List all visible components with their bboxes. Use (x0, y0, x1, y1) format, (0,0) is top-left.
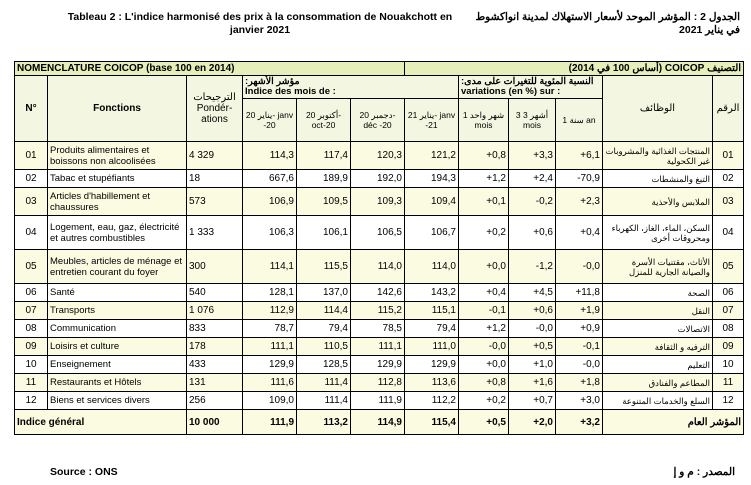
row-v1: +0,1 (459, 188, 509, 216)
row-weight: 573 (187, 188, 243, 216)
row-no: 06 (15, 284, 48, 302)
row-no-ar: 08 (713, 320, 744, 338)
col-m1: يناير 20- janv -20 (243, 99, 297, 142)
row-v2: -0,2 (509, 188, 556, 216)
row-m4: 143,2 (405, 284, 459, 302)
row-no-ar: 04 (713, 216, 744, 250)
row-no: 01 (15, 142, 48, 170)
row-v2: -1,2 (509, 250, 556, 284)
row-weight: 300 (187, 250, 243, 284)
row-m2: 110,5 (297, 338, 351, 356)
row-v3: +3,0 (556, 392, 603, 410)
row-fonction-fr: Tabac et stupéfiants (48, 170, 187, 188)
row-v2: +3,3 (509, 142, 556, 170)
row-m2: 137,0 (297, 284, 351, 302)
col-no-ar: الرقم (713, 76, 744, 142)
row-v1: +0,8 (459, 142, 509, 170)
total-weight: 10 000 (187, 410, 243, 435)
col-v3: سنة 1 an (556, 99, 603, 142)
table-row (15, 142, 744, 170)
row-fonction-ar: المنتجات الغذائية والمشروبات غير الكحولية (603, 142, 713, 170)
row-v2: +4,5 (509, 284, 556, 302)
row-fonction-ar: الملابس والأحذية (603, 188, 713, 216)
row-v3: -0,1 (556, 338, 603, 356)
row-fonction-fr: Santé (48, 284, 187, 302)
row-m2: 111,4 (297, 374, 351, 392)
row-v2: -0,0 (509, 320, 556, 338)
row-weight: 4 329 (187, 142, 243, 170)
row-weight: 178 (187, 338, 243, 356)
table-row (15, 302, 744, 320)
row-no: 09 (15, 338, 48, 356)
nomenclature-fr: NOMENCLATURE COICOP (base 100 en 2014) (15, 62, 405, 76)
row-weight: 18 (187, 170, 243, 188)
row-weight: 1 076 (187, 302, 243, 320)
row-no-ar: 09 (713, 338, 744, 356)
row-m4: 121,2 (405, 142, 459, 170)
row-fonction-ar: الترفيه و الثقافة (603, 338, 713, 356)
row-m3: 114,0 (351, 250, 405, 284)
row-v3: +11,8 (556, 284, 603, 302)
row-fonction-ar: التبغ والمنشطات (603, 170, 713, 188)
row-v3: +0,9 (556, 320, 603, 338)
row-v2: +1,0 (509, 356, 556, 374)
row-m1: 128,1 (243, 284, 297, 302)
row-m4: 79,4 (405, 320, 459, 338)
row-v1: +1,2 (459, 170, 509, 188)
row-v2: +0,6 (509, 302, 556, 320)
row-m2: 115,5 (297, 250, 351, 284)
total-row (15, 410, 744, 435)
row-fonction-ar: الاتصالات (603, 320, 713, 338)
total-m3: 114,9 (351, 410, 405, 435)
row-fonction-fr: Logement, eau, gaz, électricité et autres combustibles (48, 216, 187, 250)
row-v1: +0,0 (459, 250, 509, 284)
row-fonction-fr: Produits alimentaires et boissons non alcoolisées (48, 142, 187, 170)
row-no-ar: 06 (713, 284, 744, 302)
row-v3: +1,9 (556, 302, 603, 320)
variations-fr: variations (en %) sur : (461, 86, 561, 97)
col-fonctions: Fonctions (48, 76, 187, 142)
row-v3: +2,3 (556, 188, 603, 216)
row-m3: 192,0 (351, 170, 405, 188)
row-fonction-fr: Articles d'habillement et chaussures (48, 188, 187, 216)
table-row (15, 188, 744, 216)
row-m1: 106,9 (243, 188, 297, 216)
total-m2: 113,2 (297, 410, 351, 435)
row-m4: 112,2 (405, 392, 459, 410)
row-m4: 109,4 (405, 188, 459, 216)
row-m2: 114,4 (297, 302, 351, 320)
row-no-ar: 10 (713, 356, 744, 374)
row-fonction-ar: النقل (603, 302, 713, 320)
total-label-ar: المؤشر العام (603, 410, 744, 435)
row-no: 03 (15, 188, 48, 216)
row-no-ar: 07 (713, 302, 744, 320)
row-m3: 106,5 (351, 216, 405, 250)
row-fonction-fr: Biens et services divers (48, 392, 187, 410)
total-m4: 115,4 (405, 410, 459, 435)
table-row (15, 392, 744, 410)
table-row (15, 170, 744, 188)
row-m1: 111,6 (243, 374, 297, 392)
indices-group-header (243, 76, 459, 99)
row-m4: 111,0 (405, 338, 459, 356)
indices-fr: Indice des mois de : (245, 86, 336, 97)
row-v1: +0,4 (459, 284, 509, 302)
row-m1: 106,3 (243, 216, 297, 250)
row-m1: 114,1 (243, 250, 297, 284)
row-m3: 78,5 (351, 320, 405, 338)
row-no: 02 (15, 170, 48, 188)
row-m2: 106,1 (297, 216, 351, 250)
row-fonction-ar: الصحة (603, 284, 713, 302)
row-fonction-fr: Meubles, articles de ménage et entretien courant du foyer (48, 250, 187, 284)
row-weight: 256 (187, 392, 243, 410)
row-m3: 111,1 (351, 338, 405, 356)
row-fonction-ar: الأثاث، مقتنيات الأسرة والصيانة الجارية للمنزل (603, 250, 713, 284)
source-fr: Source : ONS (50, 466, 118, 478)
row-no-ar: 03 (713, 188, 744, 216)
indices-ar: مؤشر الأشهر: (245, 76, 300, 87)
col-m4: يناير 21- janv -21 (405, 99, 459, 142)
row-m3: 129,9 (351, 356, 405, 374)
row-v3: +0,4 (556, 216, 603, 250)
total-label-fr: Indice général (15, 410, 187, 435)
row-m3: 142,6 (351, 284, 405, 302)
row-fonction-ar: السكن، الماء، الغاز، الكهرباء ومحروقات أخرى (603, 216, 713, 250)
row-fonction-fr: Transports (48, 302, 187, 320)
row-no: 04 (15, 216, 48, 250)
row-m1: 78,7 (243, 320, 297, 338)
row-no: 10 (15, 356, 48, 374)
row-m3: 115,2 (351, 302, 405, 320)
total-v2: +2,0 (509, 410, 556, 435)
row-fonction-fr: Communication (48, 320, 187, 338)
total-m1: 111,9 (243, 410, 297, 435)
row-weight: 540 (187, 284, 243, 302)
row-m4: 115,1 (405, 302, 459, 320)
row-m4: 114,0 (405, 250, 459, 284)
row-no: 07 (15, 302, 48, 320)
row-no-ar: 01 (713, 142, 744, 170)
row-m1: 112,9 (243, 302, 297, 320)
row-m4: 194,3 (405, 170, 459, 188)
table-row (15, 284, 744, 302)
total-v1: +0,5 (459, 410, 509, 435)
row-m2: 117,4 (297, 142, 351, 170)
row-weight: 433 (187, 356, 243, 374)
variations-group-header (459, 76, 603, 99)
table-body (15, 142, 744, 410)
row-m3: 111,9 (351, 392, 405, 410)
row-fonction-ar: المطاعم والفنادق (603, 374, 713, 392)
variations-ar: النسبة المئوية للتغيرات على مدى: (461, 76, 594, 87)
cpi-table (14, 61, 744, 435)
row-no-ar: 02 (713, 170, 744, 188)
col-m3: دجمبر 20- déc -20 (351, 99, 405, 142)
row-weight: 1 333 (187, 216, 243, 250)
col-ponderations: الترجيحات Pondér-ations (187, 76, 243, 142)
table-row (15, 320, 744, 338)
row-v2: +0,7 (509, 392, 556, 410)
row-fonction-fr: Enseignement (48, 356, 187, 374)
row-no: 05 (15, 250, 48, 284)
row-no: 08 (15, 320, 48, 338)
row-weight: 833 (187, 320, 243, 338)
row-m1: 667,6 (243, 170, 297, 188)
title-ar: الجدول 2 : المؤشر الموحد لأسعار الاستهلاك لمدينة انواكشوط في يناير 2021 (475, 11, 740, 36)
row-v1: -0,0 (459, 338, 509, 356)
row-m1: 129,9 (243, 356, 297, 374)
row-v3: +1,8 (556, 374, 603, 392)
row-m4: 113,6 (405, 374, 459, 392)
row-fonction-fr: Restaurants et Hôtels (48, 374, 187, 392)
row-v1: -0,1 (459, 302, 509, 320)
row-v3: -70,9 (556, 170, 603, 188)
row-v3: +6,1 (556, 142, 603, 170)
table-row (15, 250, 744, 284)
row-v2: +0,5 (509, 338, 556, 356)
source-ar: المصدر : م و إ (673, 466, 735, 478)
col-fonctions-ar: الوظائف (603, 76, 713, 142)
row-fonction-fr: Loisirs et culture (48, 338, 187, 356)
row-v1: +0,0 (459, 356, 509, 374)
row-weight: 131 (187, 374, 243, 392)
row-no-ar: 11 (713, 374, 744, 392)
col-m2: أكتوبر 20- oct-20 (297, 99, 351, 142)
row-m1: 114,3 (243, 142, 297, 170)
row-m2: 79,4 (297, 320, 351, 338)
row-no-ar: 12 (713, 392, 744, 410)
row-m4: 129,9 (405, 356, 459, 374)
row-m2: 109,5 (297, 188, 351, 216)
title-fr: Tableau 2 : L'indice harmonisé des prix à la consommation de Nouakchott en janvier 2021 (67, 11, 453, 36)
row-no-ar: 05 (713, 250, 744, 284)
row-v3: -0,0 (556, 356, 603, 374)
row-m3: 109,3 (351, 188, 405, 216)
row-v2: +0,6 (509, 216, 556, 250)
row-v3: -0,0 (556, 250, 603, 284)
row-m1: 111,1 (243, 338, 297, 356)
row-v1: +0,2 (459, 216, 509, 250)
row-no: 11 (15, 374, 48, 392)
row-v2: +1,6 (509, 374, 556, 392)
row-v2: +2,4 (509, 170, 556, 188)
row-m2: 111,4 (297, 392, 351, 410)
row-v1: +1,2 (459, 320, 509, 338)
table-row (15, 216, 744, 250)
col-v2: 3 أشهر 3 mois (509, 99, 556, 142)
row-m2: 128,5 (297, 356, 351, 374)
row-v1: +0,8 (459, 374, 509, 392)
table-row (15, 338, 744, 356)
total-v3: +3,2 (556, 410, 603, 435)
row-m2: 189,9 (297, 170, 351, 188)
table-row (15, 356, 744, 374)
row-m3: 120,3 (351, 142, 405, 170)
row-fonction-ar: السلع والخدمات المتنوعة (603, 392, 713, 410)
table-row (15, 374, 744, 392)
row-v1: +0,2 (459, 392, 509, 410)
col-no: N° (15, 76, 48, 142)
row-no: 12 (15, 392, 48, 410)
row-m3: 112,8 (351, 374, 405, 392)
col-v1: شهر واحد 1 mois (459, 99, 509, 142)
row-m1: 109,0 (243, 392, 297, 410)
nomenclature-ar: التصنيف COICOP (أساس 100 في 2014) (405, 62, 744, 76)
row-fonction-ar: التعليم (603, 356, 713, 374)
row-m4: 106,7 (405, 216, 459, 250)
